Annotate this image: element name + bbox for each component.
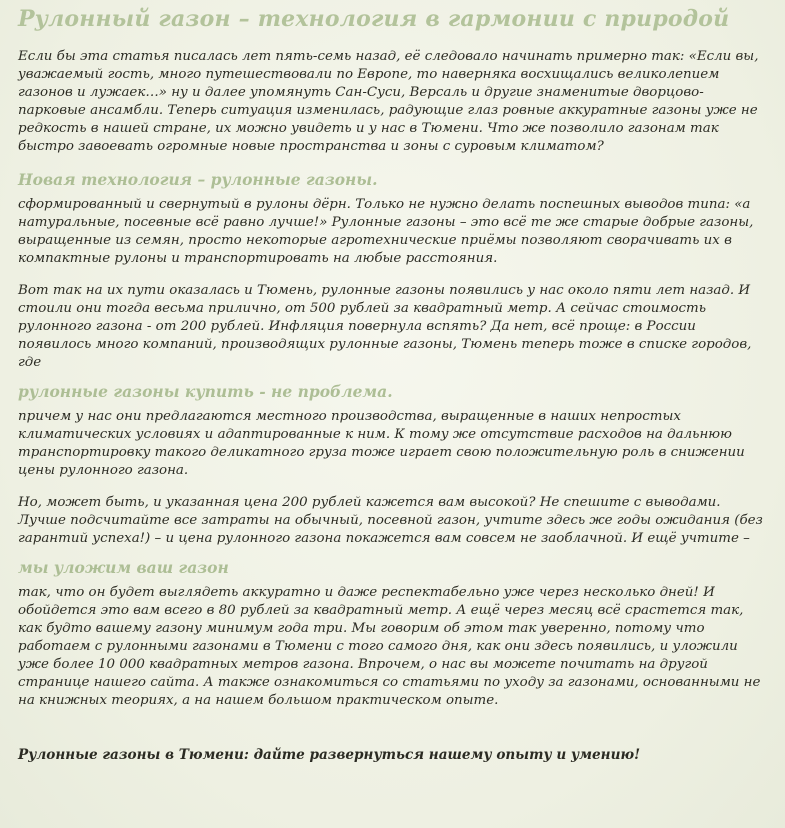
- section-heading-new-technology: Новая технология – рулонные газоны.: [18, 170, 378, 189]
- paragraph-tyumen-prices: Вот так на их пути оказалась и Тюмень, рулонные газоны появились у нас около пяти лет назад. И стоили они тогда весьма прилично, от 500 рублей за квадратный метр. А сейчас стоимость рулонного газона - от 200 рублей. Инфляция повернула вспять? Да нет, всё проще: в России появилось много компаний, производящих рулонные газоны, Тюмень теперь тоже в списке городов, где: [18, 283, 752, 370]
- section-heading-we-lay-turf: мы уложим ваш газон: [18, 558, 229, 577]
- section-heading-buy-turf: рулонные газоны купить - не проблема.: [18, 382, 393, 401]
- closing-slogan: Рулонные газоны в Тюмени: дайте развернуться нашему опыту и умению!: [18, 747, 641, 763]
- paragraph-rolled-turf-definition: сформированный и свернутый в рулоны дёрн. Только не нужно делать поспешных выводов типа: «а натуральные, посевные всё равно лучше!» Рулонные газоны – это всё те же старые добрые газоны, выращенные из семян, просто некоторые агротехнические приёмы позволяют сворачивать их в компактные рулоны и транспортировать на любые расстояния.: [18, 197, 754, 266]
- paragraph-laying-service: так, что он будет выглядеть аккуратно и даже респектабельно уже через несколько дней! И обойдется это вам всего в 80 рублей за квадратный метр. А ещё через месяц всё срастется так, как будто вашему газону минимум года три. Мы говорим об этом так уверенно, потому что работаем с рулонными газонами в Тюмени с того самого дня, как они здесь появились, и уложили уже более 10 000 квадратных метров газона. Впрочем, о нас вы можете почитать на другой странице нашего сайта. А также ознакомиться со статьями по уходу за газонами, основанными не на книжных теориях, а на нашем большом практическом опыте.: [18, 585, 761, 708]
- page-title: Рулонный газон – технология в гармонии с природой: [18, 6, 730, 32]
- paragraph-local-production: причем у нас они предлагаются местного производства, выращенные в наших непростых климатических условиях и адаптированные к ним. К тому же отсутствие расходов на дальнюю транспортировку такого деликатного груза тоже играет свою положительную роль в снижении цены рулонного газона.: [18, 409, 745, 478]
- paragraph-price-comparison: Но, может быть, и указанная цена 200 рублей кажется вам высокой? Не спешите с выводами. Лучше подсчитайте все затраты на обычный, посевной газон, учтите здесь же годы ожидания (без гарантий успеха!) – и цена рулонного газона покажется вам совсем не заоблачной. И ещё учтите –: [18, 495, 763, 546]
- intro-paragraph: Если бы эта статья писалась лет пять-семь назад, её следовало начинать примерно так: «Если вы, уважаемый гость, много путешествовали по Европе, то наверняка восхищались великолепием газонов и лужаек…» ну и далее упомянуть Сан-Суси, Версаль и другие знаменитые дворцово-парковые ансамбли. Теперь ситуация изменилась, радующие глаз ровные аккуратные газоны уже не редкость в нашей стране, их можно увидеть и у нас в Тюмени. Что же позволило газонам так быстро завоевать огромные новые пространства и зоны с суровым климатом?: [18, 49, 759, 154]
